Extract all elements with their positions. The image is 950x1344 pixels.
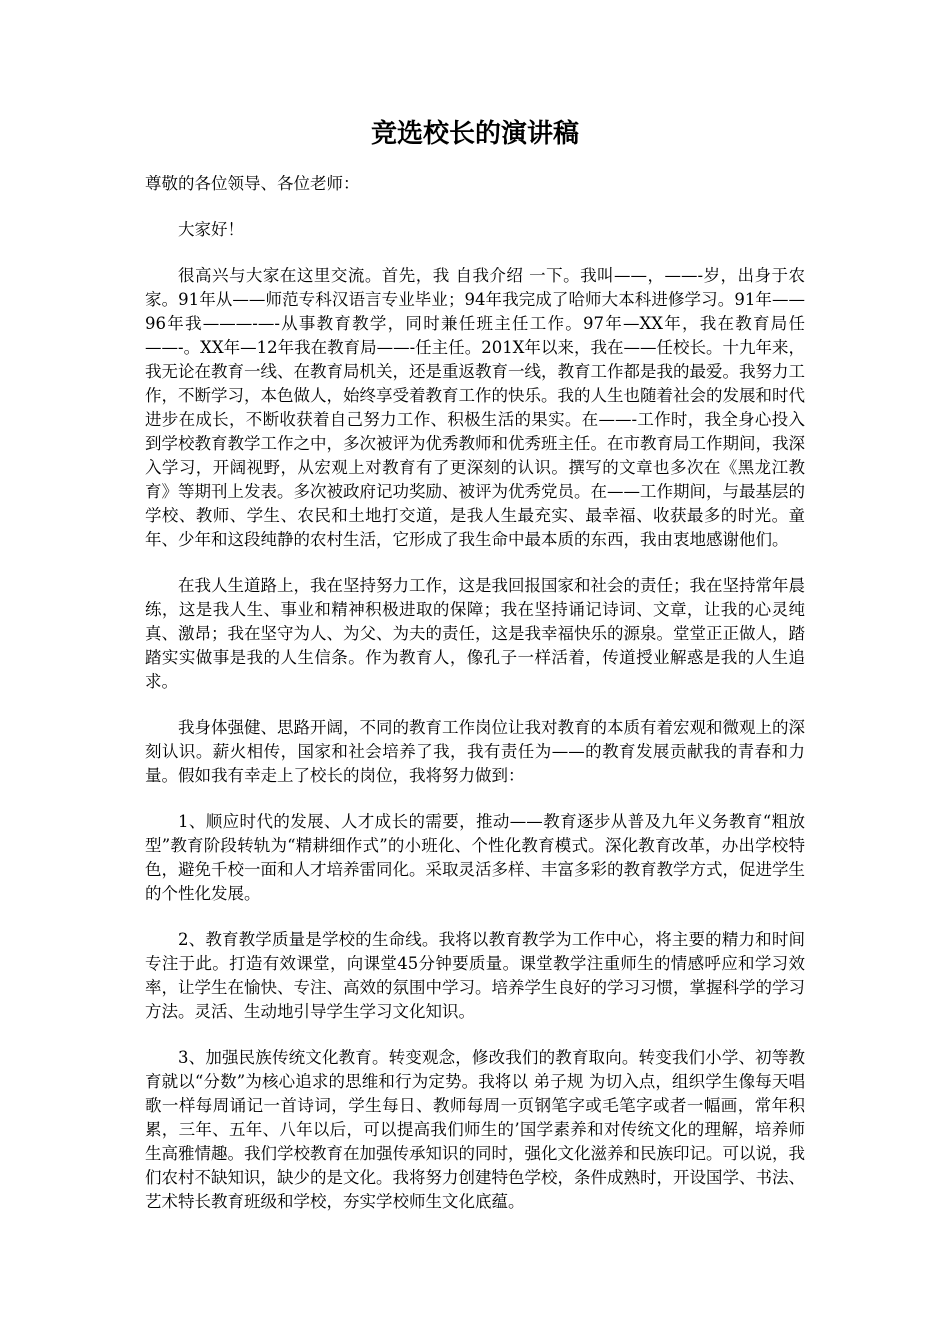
document-title: 竞选校长的演讲稿: [370, 119, 579, 149]
paragraph-point-3: 3、加强民族传统文化教育。转变观念，修改我们的教育取向。转变我们小学、初等教育就以“分数”为核心追求的思维和行为定势。我将以 弟子规 为切入点，组织学生像每天唱歌一样每周诵记一首诗词，学生每日、教师每周一页钢笔字或毛笔字或者一幅画，常年积累，三年、五年、八年以后，可以提高我们师生的’国学素养和对传统文化的理解，培养师生高雅情趣。我们学校教育在加强传承知识的同时，强化文化滋养和民族印记。可以说，我们农村不缺知识，缺少的是文化。我将努力创建特色学校，条件成熟时，开设国学、书法、艺术特长教育班级和学校，夯实学校师生文化底蕴。: [145, 1048, 805, 1211]
paragraph-commitment: 我身体强健、思路开阔，不同的教育工作岗位让我对教育的本质有着宏观和微观上的深刻认识。薪火相传，国家和社会培养了我，我有责任为——的教育发展贡献我的青春和力量。假如我有幸走上了校长的岗位，我将努力做到：: [145, 718, 805, 785]
greeting: 大家好！: [178, 220, 244, 239]
document-body: [145, 172, 805, 1236]
paragraph-point-2: 2、教育教学质量是学校的生命线。我将以教育教学为工作中心，将主要的精力和时间专注于此。打造有效课堂，向课堂45分钟要质量。课堂教学注重师生的情感呼应和学习效率，让学生在愉快、专注、高效的氛围中学习。培养学生良好的学习习惯，掌握科学的学习方法。灵活、生动地引导学生学习文化知识。: [145, 930, 805, 1021]
paragraph-intro: 很高兴与大家在这里交流。首先，我 自我介绍 一下。我叫——，——-岁，出身于农家。91年从——师范专科汉语言专业毕业；94年我完成了哈师大本科进修学习。91年——96年我———-—-从事教育教学，同时兼任班主任工作。97年—XX年，我在教育局任——-。XX年—12年我在教育局——-任主任。201X年以来，我在——任校长。十九年来，我无论在教育一线、在教育局机关，还是重返教育一线，教育工作都是我的最爱。我努力工作，不断学习，本色做人，始终享受着教育工作的快乐。我的人生也随着社会的发展和时代进步在成长，不断收获着自己努力工作、积极生活的果实。在——-工作时，我全身心投入到学校教育教学工作之中，多次被评为优秀教师和优秀班主任。在市教育局工作期间，我深入学习，开阔视野，从宏观上对教育有了更深刻的认识。撰写的文章也多次在《黑龙江教育》等期刊上发表。多次被政府记功奖励、被评为优秀党员。在——工作期间，与最基层的学校、教师、学生、农民和土地打交道，是我人生最充实、最幸福、收获最多的时光。童年、少年和这段纯静的农村生活，它形成了我生命中最本质的东西，我由衷地感谢他们。: [145, 266, 805, 549]
paragraph-point-1: 1、顺应时代的发展、人才成长的需要，推动——教育逐步从普及九年义务教育“粗放型”教育阶段转轨为“精耕细作式”的小班化、个性化教育模式。深化教育改革，办出学校特色，避免千校一面和人才培养雷同化。采取灵活多样、丰富多彩的教育教学方式，促进学生的个性化发展。: [145, 812, 805, 903]
paragraph-life-path: 在我人生道路上，我在坚持努力工作，这是我回报国家和社会的责任；我在坚持常年晨练，这是我人生、事业和精神积极进取的保障；我在坚持诵记诗词、文章，让我的心灵纯真、激昂；我在坚守为人、为父、为夫的责任，这是我幸福快乐的源泉。堂堂正正做人，踏踏实实做事是我的人生信条。作为教育人，像孔子一样活着，传道授业解惑是我的人生追求。: [145, 576, 805, 691]
salutation: 尊敬的各位领导、各位老师：: [145, 174, 360, 193]
